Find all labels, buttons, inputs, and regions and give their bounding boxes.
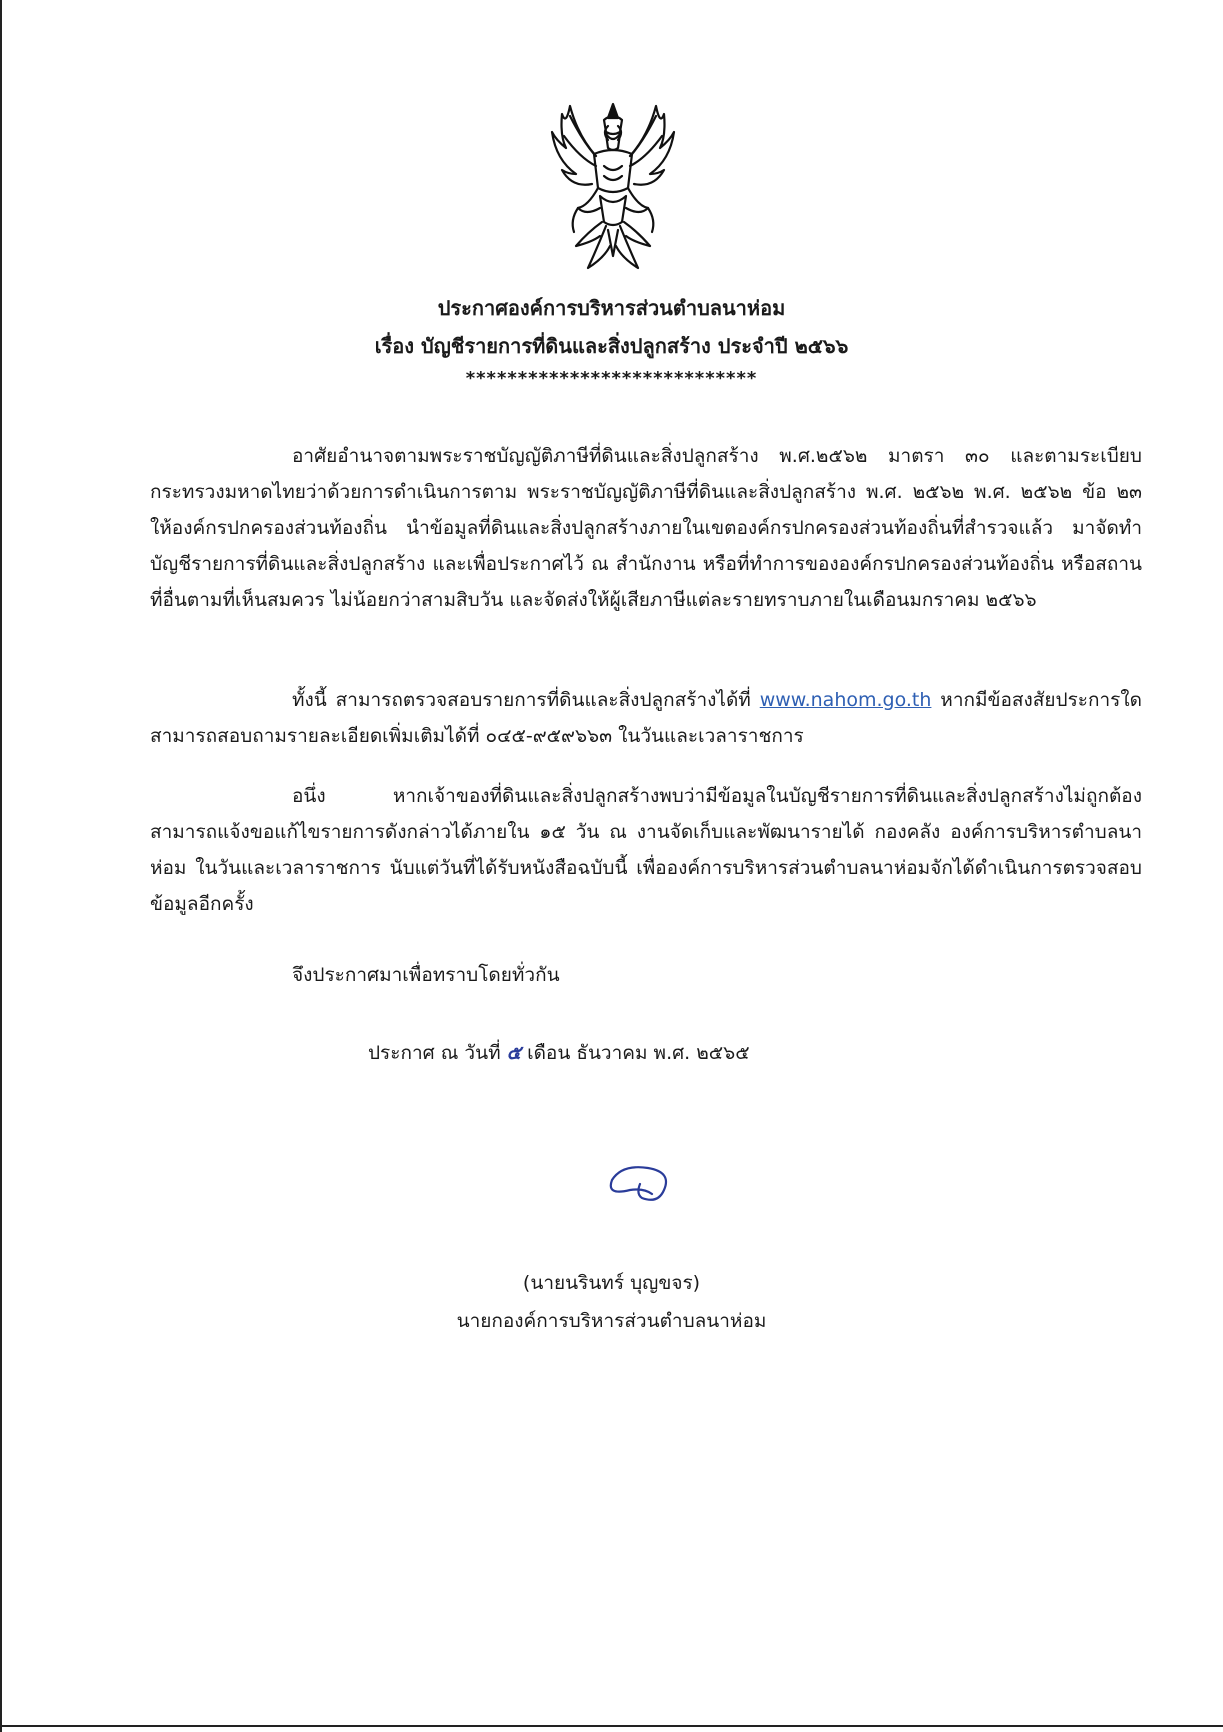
website-link[interactable]: www.nahom.go.th <box>759 689 932 711</box>
header-divider-stars: **************************** <box>465 368 758 389</box>
body-paragraph-1 <box>150 438 1142 618</box>
announcement-subject: เรื่อง บัญชีรายการที่ดินและสิ่งปลูกสร้าง ประจำปี ๒๕๖๖ <box>374 334 849 358</box>
signer-name: (นายนรินทร์ บุญขจร) <box>522 1272 701 1294</box>
handwritten-day: ๕ <box>506 1042 522 1064</box>
date-suffix: เดือน ธันวาคม พ.ศ. ๒๕๖๕ <box>521 1042 750 1064</box>
garuda-emblem-icon <box>548 96 678 274</box>
body-paragraph-2 <box>150 682 1142 754</box>
announcement-date <box>368 1038 750 1068</box>
paragraph-3-text: อนึ่ง หากเจ้าของที่ดินและสิ่งปลูกสร้างพบว่ามีข้อมูลในบัญชีรายการที่ดินและสิ่งปลูกสร้างไม่ถูกต้อง สามารถแจ้งขอแก้ไขรายการดังกล่าวได้ภายใน ๑๕ วัน ณ งานจัดเก็บและพัฒนารายได้ กองคลัง องค์การบริหารตำบลนาห่อม ในวันและเวลาราชการ นับแต่วันที่ได้รับหนังสือฉบับนี้ เพื่อองค์การบริหารส่วนตำบลนาห่อมจักได้ดำเนินการตรวจสอบข้อมูลอีกครั้ง <box>150 785 1142 915</box>
date-prefix: ประกาศ ณ วันที่ <box>368 1042 507 1064</box>
body-paragraph-3 <box>150 778 1142 922</box>
paragraph-1-text: อาศัยอำนาจตามพระราชบัญญัติภาษีที่ดินและสิ่งปลูกสร้าง พ.ศ.๒๕๖๒ มาตรา ๓๐ และตามระเบียบกระทรวงมหาดไทยว่าด้วยการดำเนินการตาม พระราชบัญญัติภาษีที่ดินและสิ่งปลูกสร้าง พ.ศ. ๒๕๖๒ พ.ศ. ๒๕๖๒ ข้อ ๒๓ ให้องค์กรปกครองส่วนท้องถิ่น นำข้อมูลที่ดินและสิ่งปลูกสร้างภายในเขตองค์กรปกครองส่วนท้องถิ่นที่สำรวจแล้ว มาจัดทำบัญชีรายการที่ดินและสิ่งปลูกสร้าง และเพื่อประกาศไว้ ณ สำนักงาน หรือที่ทำการขององค์กรปกครองส่วนท้องถิ่น หรือสถานที่อื่นตามที่เห็นสมควร ไม่น้อยกว่าสามสิบวัน และจัดส่งให้ผู้เสียภาษีแต่ละรายทราบภายในเดือนมกราคม ๒๕๖๖ <box>150 445 1142 611</box>
handwritten-signature <box>600 1160 680 1212</box>
paragraph-2-text-before: ทั้งนี้ สามารถตรวจสอบรายการที่ดินและสิ่งปลูกสร้างได้ที่ <box>292 689 760 711</box>
page-bottom-edge <box>0 1725 1223 1727</box>
paragraph-2-text-after: หากมีข้อสงสัยประการใดสามารถสอบถามรายละเอียดเพิ่มเติมได้ที่ ๐๔๕-๙๕๙๖๖๓ ในวันและเวลาราชการ <box>150 689 1142 747</box>
signer-position: นายกองค์การบริหารส่วนตำบลนาห่อม <box>456 1310 767 1332</box>
closing-line: จึงประกาศมาเพื่อทราบโดยทั่วกัน <box>292 964 560 986</box>
announcement-title: ประกาศองค์การบริหารส่วนตำบลนาห่อม <box>437 296 786 320</box>
page-left-edge <box>0 0 2 1732</box>
